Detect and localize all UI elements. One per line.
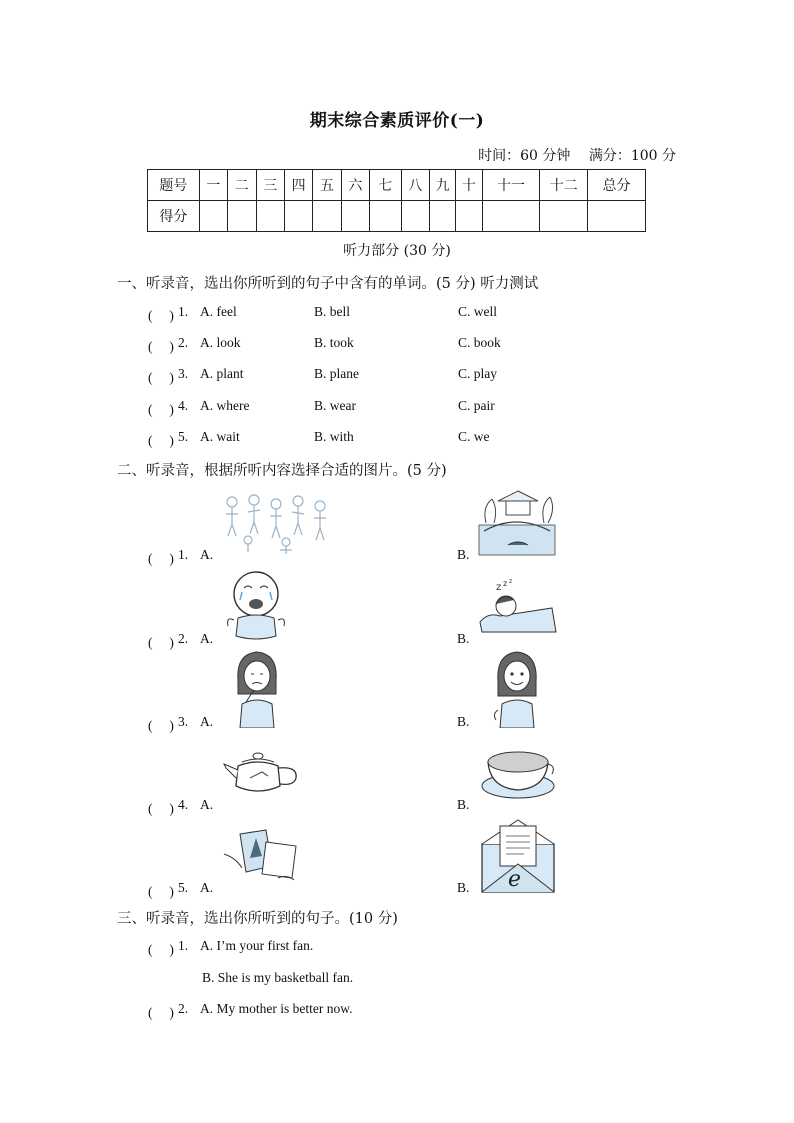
- sleeping-child-picture[interactable]: [478, 578, 558, 634]
- option-a: A. where: [200, 398, 250, 413]
- option-b-label: B.: [457, 797, 470, 812]
- crying-baby-picture[interactable]: [224, 568, 286, 644]
- score-cell: 七: [370, 170, 401, 201]
- option-a-label: A.: [200, 880, 214, 895]
- score-cell: 六: [341, 170, 369, 201]
- question-number: 2.: [178, 1001, 189, 1016]
- option-c: C. pair: [458, 398, 495, 413]
- option-a-label: A.: [200, 547, 214, 562]
- answer-blank[interactable]: ( ): [148, 308, 174, 323]
- option-a: A. look: [200, 335, 241, 350]
- teapot-picture[interactable]: [222, 750, 300, 796]
- score-table-header-row: [148, 170, 646, 201]
- score-input-cell[interactable]: [370, 201, 401, 232]
- score-input-cell[interactable]: [313, 201, 341, 232]
- score-input-cell[interactable]: [482, 201, 540, 232]
- option-b: B. with: [314, 429, 354, 444]
- option-b-label: B.: [457, 631, 470, 646]
- answer-blank[interactable]: ( ): [148, 433, 174, 448]
- option-b: B. took: [314, 335, 354, 350]
- greeting-card-picture[interactable]: [222, 828, 300, 882]
- exam-time: 时间：60 分钟: [478, 148, 571, 164]
- option-a: A. plant: [200, 366, 244, 381]
- question-number: 1.: [178, 547, 189, 562]
- option-a-label: A.: [200, 797, 214, 812]
- score-cell: 十一: [482, 170, 540, 201]
- answer-blank[interactable]: ( ): [148, 884, 174, 899]
- cup-of-milk-picture[interactable]: [480, 742, 556, 800]
- answer-blank[interactable]: ( ): [148, 801, 174, 816]
- answer-blank[interactable]: ( ): [148, 402, 174, 417]
- option-a: A. feel: [200, 304, 237, 319]
- question-number: 1.: [178, 304, 189, 319]
- exam-title: 期末综合素质评价(一): [309, 111, 485, 131]
- option-b-label: B.: [457, 547, 470, 562]
- answer-blank[interactable]: ( ): [148, 339, 174, 354]
- score-input-cell[interactable]: [284, 201, 312, 232]
- section1-title: 一、听录音，选出你所听到的句子中含有的单词。(5 分) 听力测试: [117, 276, 539, 292]
- option-a: A. I’m your first fan.: [200, 938, 314, 953]
- section3-title: 三、听录音，选出你所听到的句子。(10 分): [117, 911, 398, 927]
- answer-blank[interactable]: ( ): [148, 370, 174, 385]
- exam-meta: [464, 145, 676, 165]
- option-a-label: A.: [200, 631, 214, 646]
- answer-blank[interactable]: ( ): [148, 1005, 174, 1020]
- score-table-input-row: [148, 201, 646, 232]
- option-b: B. bell: [314, 304, 350, 319]
- question-number: 4.: [178, 797, 189, 812]
- answer-blank[interactable]: ( ): [148, 942, 174, 957]
- question-number: 5.: [178, 880, 189, 895]
- answer-blank[interactable]: ( ): [148, 718, 174, 733]
- option-c: C. book: [458, 335, 501, 350]
- option-a: A. wait: [200, 429, 240, 444]
- svg-text:e: e: [508, 867, 522, 892]
- score-input-cell[interactable]: [401, 201, 429, 232]
- option-b-label: B.: [457, 880, 470, 895]
- question-number: 5.: [178, 429, 189, 444]
- question-number: 2.: [178, 335, 189, 350]
- option-c: C. play: [458, 366, 497, 381]
- option-b: B. plane: [314, 366, 359, 381]
- option-b-label: B.: [457, 714, 470, 729]
- svg-text:z: z: [509, 578, 513, 585]
- question-number: 2.: [178, 631, 189, 646]
- option-a-label: A.: [200, 714, 214, 729]
- score-table: [147, 169, 646, 232]
- option-b: B. She is my basketball fan.: [202, 970, 354, 985]
- email-envelope-picture[interactable]: [480, 816, 556, 894]
- score-input-cell[interactable]: [456, 201, 482, 232]
- answer-blank[interactable]: ( ): [148, 635, 174, 650]
- exam-full-score: 满分：100 分: [588, 148, 676, 164]
- score-cell: 三: [256, 170, 284, 201]
- score-cell: 一: [199, 170, 227, 201]
- question-number: 4.: [178, 398, 189, 413]
- question-number: 3.: [178, 366, 189, 381]
- svg-text:z: z: [496, 582, 502, 593]
- sad-girl-picture[interactable]: [232, 650, 282, 728]
- score-row-label: 得分: [148, 201, 200, 232]
- garden-pavilion-picture[interactable]: [478, 487, 556, 557]
- score-cell: 十: [456, 170, 482, 201]
- score-cell: 总分: [588, 170, 646, 201]
- score-input-cell[interactable]: [429, 201, 455, 232]
- score-cell: 九: [429, 170, 455, 201]
- score-cell: 二: [228, 170, 256, 201]
- score-input-cell[interactable]: [256, 201, 284, 232]
- score-input-cell[interactable]: [228, 201, 256, 232]
- score-cell: 四: [284, 170, 312, 201]
- score-input-cell[interactable]: [199, 201, 227, 232]
- score-input-cell[interactable]: [588, 201, 646, 232]
- answer-blank[interactable]: ( ): [148, 551, 174, 566]
- section2-title: 二、听录音，根据所听内容选择合适的图片。(5 分): [117, 463, 447, 479]
- smiling-girl-picture[interactable]: [490, 650, 544, 728]
- score-cell: 八: [401, 170, 429, 201]
- option-c: C. we: [458, 429, 490, 444]
- option-a: A. My mother is better now.: [200, 1001, 353, 1016]
- score-cell: 题号: [148, 170, 200, 201]
- score-cell: 十二: [540, 170, 588, 201]
- score-cell: 五: [313, 170, 341, 201]
- option-b: B. wear: [314, 398, 356, 413]
- listening-part-title: 听力部分 (30 分): [343, 243, 451, 259]
- score-input-cell[interactable]: [341, 201, 369, 232]
- children-playing-picture[interactable]: [220, 492, 332, 556]
- score-input-cell[interactable]: [540, 201, 588, 232]
- question-number: 3.: [178, 714, 189, 729]
- svg-text:z: z: [503, 579, 508, 588]
- option-c: C. well: [458, 304, 497, 319]
- question-number: 1.: [178, 938, 189, 953]
